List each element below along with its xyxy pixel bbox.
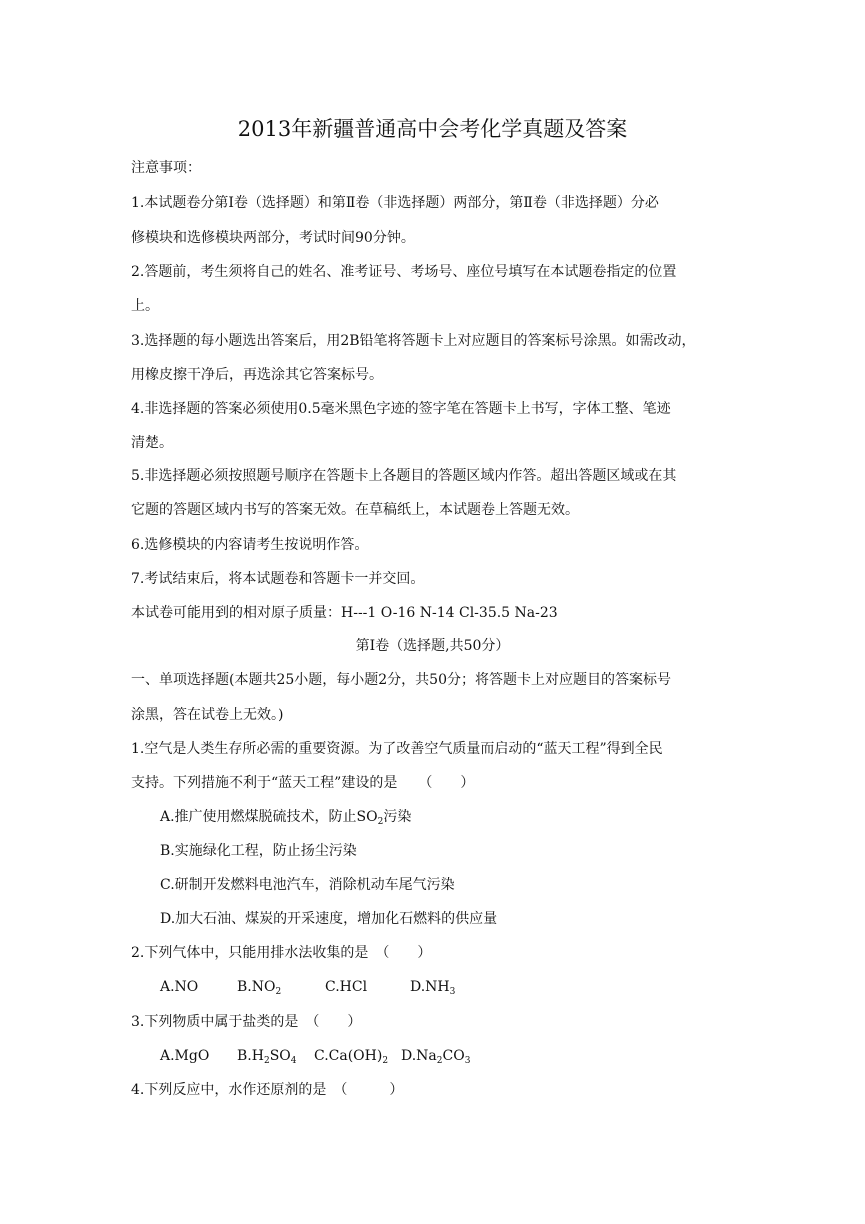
q2-stem: 2.下列气体中，只能用排水法收集的是 （ ） <box>131 945 432 961</box>
q2-options <box>160 978 455 996</box>
notice-3-line-2: 用橡皮擦干净后，再选涂其它答案标号。 <box>131 367 383 383</box>
notice-2-line-1: 2.答题前，考生须将自己的姓名、准考证号、考场号、座位号填写在本试题卷指定的位置 <box>131 264 677 280</box>
q3-option-c: $C.Ca(OH)_2$ <box>314 1048 389 1066</box>
q4-stem: 4.下列反应中，水作还原剂的是 （ ） <box>131 1082 404 1098</box>
notice-4-line-2: 清楚。 <box>131 435 173 451</box>
notice-5-line-1: 5.非选择题必须按照题号顺序在答题卡上各题目的答题区域内作答。超出答题区域或在其 <box>131 468 677 484</box>
q3-stem: 3.下列物质中属于盐类的是 （ ） <box>131 1014 362 1030</box>
notice-heading: 注意事项： <box>131 160 201 176</box>
notice-5-line-2: 它题的答题区域内书写的答案无效。在草稿纸上，本试题卷上答题无效。 <box>131 502 579 518</box>
notice-3-line-1: 3.选择题的每小题选出答案后，用2B铅笔将答题卡上对应题目的答案标号涂黑。如需改动， <box>131 333 696 349</box>
q1-option-d: D.加大石油、煤炭的开采速度，增加化石燃料的供应量 <box>160 911 498 927</box>
part1-instruction-line-1: 一、单项选择题(本题共25小题，每小题2分，共50分；将答题卡上对应题目的答案标号 <box>131 672 671 688</box>
part1-instruction-line-2: 涂黑，答在试卷上无效。) <box>131 707 284 723</box>
notice-1-line-2: 修模块和选修模块两部分，考试时间90分钟。 <box>131 230 415 246</box>
q2-option-d: $D.NH_3$ <box>410 979 456 997</box>
notice-2-line-2: 上。 <box>131 298 159 314</box>
section-title: 第Ⅰ卷（选择题,共50分） <box>355 638 510 654</box>
q3-option-b: $B.H_2SO_4$ <box>237 1048 297 1066</box>
q2-option-b: $B.NO_2$ <box>237 979 282 997</box>
q1-stem-line-2: 支持。下列措施不利于“蓝天工程”建设的是 （ ） <box>131 775 475 791</box>
notice-7: 7.考试结束后，将本试题卷和答题卡一并交回。 <box>131 571 425 587</box>
notice-4-line-1: 4.非选择题的答案必须使用0.5毫米黑色字迹的签字笔在答题卡上书写，字体工整、笔迹 <box>131 401 671 417</box>
atomic-masses: 本试卷可能用到的相对原子质量：H---1 O-16 N-14 Cl-35.5 Na-23 <box>131 605 558 621</box>
q3-options <box>160 1047 470 1065</box>
q1-option-c: C.研制开发燃料电池汽车，消除机动车尾气污染 <box>160 877 455 893</box>
notice-1-line-1: 1.本试题卷分第Ⅰ卷（选择题）和第Ⅱ卷（非选择题）两部分，第Ⅱ卷（非选择题）分必 <box>131 195 659 211</box>
q3-option-d: $D.Na_2CO_3$ <box>401 1048 471 1066</box>
page-title: 2013年新疆普通高中会考化学真题及答案 <box>237 117 628 141</box>
q2-option-c: C.HCl <box>325 979 368 995</box>
q1-stem-line-1: 1.空气是人类生存所必需的重要资源。为了改善空气质量而启动的“蓝天工程”得到全民 <box>131 741 663 757</box>
q1-option-b: B.实施绿化工程，防止扬尘污染 <box>160 843 357 859</box>
q3-option-a: A.MgO <box>160 1048 210 1064</box>
notice-6: 6.选修模块的内容请考生按说明作答。 <box>131 537 369 553</box>
q1-option-a: A.推广使用燃煤脱硫技术，防止$SO_2$污染 <box>160 809 412 827</box>
q2-option-a: A.NO <box>160 979 199 995</box>
